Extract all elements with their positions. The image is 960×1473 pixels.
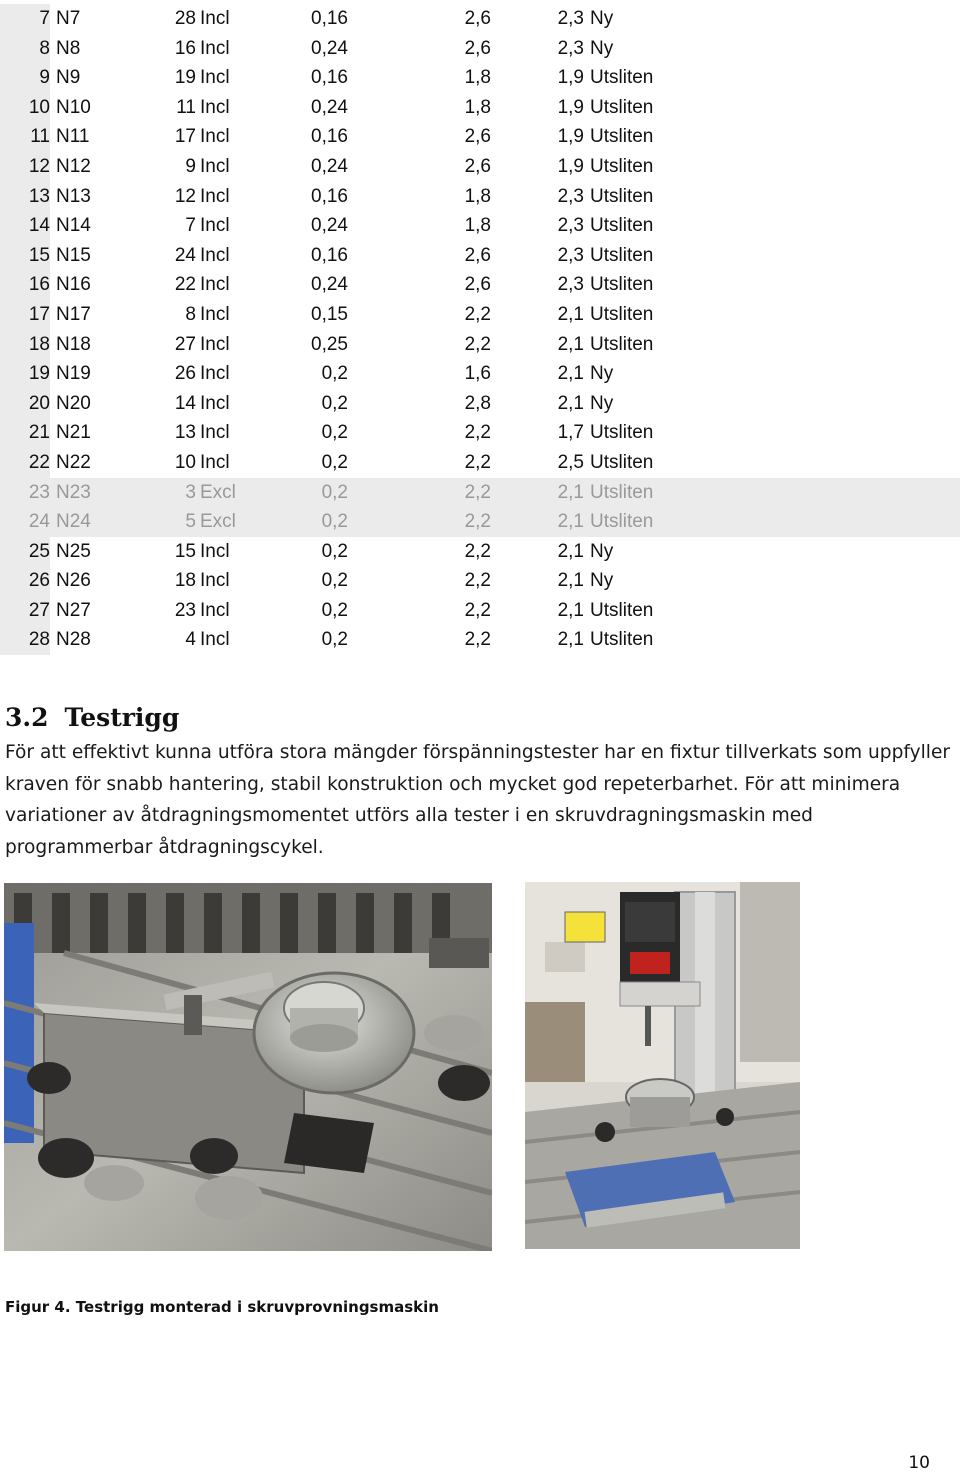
table-row [0, 300, 960, 330]
table-row [0, 359, 960, 389]
value-3: 2,3 [557, 274, 584, 296]
sample-number: 18 [174, 570, 196, 592]
value-1: 0,2 [321, 540, 348, 562]
value-2: 1,8 [464, 185, 491, 207]
sample-name: N20 [56, 392, 91, 414]
inclusion-flag: Incl [200, 96, 230, 118]
table-row [0, 478, 960, 508]
value-2: 2,2 [464, 570, 491, 592]
inclusion-flag: Incl [200, 363, 230, 385]
sample-name: N10 [56, 96, 91, 118]
condition-status: Utsliten [590, 333, 654, 355]
row-index: 27 [0, 596, 50, 626]
sample-number: 8 [185, 303, 196, 325]
condition-status: Ny [590, 8, 614, 29]
value-1: 0,24 [311, 155, 348, 177]
row-index: 9 [0, 63, 50, 93]
sample-number: 13 [174, 422, 196, 444]
value-2: 2,2 [464, 540, 491, 562]
sample-number: 14 [174, 392, 196, 414]
sample-name: N9 [56, 67, 81, 89]
inclusion-flag: Incl [200, 126, 230, 148]
condition-status: Utsliten [590, 185, 654, 207]
sample-number: 10 [174, 451, 196, 473]
caption-text: Testrigg monterad i skruvprovningsmaskin [75, 1298, 439, 1316]
sample-name: N12 [56, 155, 91, 177]
value-2: 2,8 [464, 392, 491, 414]
inclusion-flag: Incl [200, 67, 230, 89]
value-1: 0,2 [321, 422, 348, 444]
row-index: 10 [0, 93, 50, 123]
inclusion-flag: Incl [200, 540, 230, 562]
row-index: 11 [0, 122, 50, 152]
caption-label: Figur 4. [5, 1298, 71, 1316]
sample-name: N14 [56, 215, 91, 237]
sample-number: 9 [185, 155, 196, 177]
condition-status: Ny [590, 392, 614, 414]
sample-name: N21 [56, 422, 91, 444]
table-row [0, 93, 960, 123]
row-index: 23 [0, 478, 50, 508]
sample-name: N26 [56, 570, 91, 592]
value-3: 2,1 [557, 570, 584, 592]
sample-name: N23 [56, 481, 91, 503]
value-1: 0,15 [311, 303, 348, 325]
sample-name: N25 [56, 540, 91, 562]
sample-name: N28 [56, 629, 91, 651]
value-2: 2,2 [464, 511, 491, 533]
section-number: 3.2 [5, 703, 49, 732]
value-3: 2,1 [557, 333, 584, 355]
sample-name: N8 [56, 37, 81, 59]
value-1: 0,2 [321, 392, 348, 414]
inclusion-flag: Incl [200, 570, 230, 592]
table-row [0, 625, 960, 655]
condition-status: Ny [590, 37, 614, 59]
table-row [0, 182, 960, 212]
value-1: 0,24 [311, 37, 348, 59]
sample-number: 16 [174, 37, 196, 59]
value-3: 2,3 [557, 8, 584, 29]
row-index: 13 [0, 182, 50, 212]
sample-number: 22 [174, 274, 196, 296]
sample-name: N16 [56, 274, 91, 296]
value-1: 0,16 [311, 185, 348, 207]
value-2: 2,6 [464, 37, 491, 59]
inclusion-flag: Incl [200, 215, 230, 237]
machine-photo [525, 882, 800, 1249]
row-index: 15 [0, 241, 50, 271]
sample-name: N22 [56, 451, 91, 473]
sample-number: 11 [176, 96, 196, 118]
sample-number: 5 [185, 511, 196, 533]
sample-number: 23 [174, 599, 196, 621]
value-2: 1,8 [464, 215, 491, 237]
condition-status: Utsliten [590, 422, 654, 444]
data-table [0, 4, 960, 655]
value-2: 2,2 [464, 451, 491, 473]
inclusion-flag: Incl [200, 392, 230, 414]
row-index: 25 [0, 537, 50, 567]
sample-name: N15 [56, 244, 91, 266]
sample-number: 7 [185, 215, 196, 237]
value-1: 0,25 [311, 333, 348, 355]
condition-status: Ny [590, 540, 614, 562]
row-index: 16 [0, 270, 50, 300]
value-2: 2,2 [464, 422, 491, 444]
inclusion-flag: Incl [200, 155, 230, 177]
value-3: 2,5 [557, 451, 584, 473]
row-index: 8 [0, 34, 50, 64]
row-index: 17 [0, 300, 50, 330]
condition-status: Utsliten [590, 303, 654, 325]
condition-status: Utsliten [590, 599, 654, 621]
value-2: 2,2 [464, 481, 491, 503]
value-3: 1,9 [557, 67, 584, 89]
value-3: 1,9 [557, 96, 584, 118]
table-row [0, 152, 960, 182]
value-3: 2,1 [557, 599, 584, 621]
value-2: 2,6 [464, 244, 491, 266]
sample-number: 4 [185, 629, 196, 651]
table-row [0, 270, 960, 300]
sample-number: 12 [174, 185, 196, 207]
inclusion-flag: Incl [200, 244, 230, 266]
condition-status: Utsliten [590, 511, 654, 533]
row-index: 12 [0, 152, 50, 182]
sample-number: 27 [174, 333, 196, 355]
value-3: 1,9 [557, 155, 584, 177]
sample-name: N27 [56, 599, 91, 621]
inclusion-flag: Incl [200, 303, 230, 325]
inclusion-flag: Incl [200, 629, 230, 651]
value-1: 0,16 [311, 126, 348, 148]
value-1: 0,16 [311, 8, 348, 29]
sample-name: N13 [56, 185, 91, 207]
condition-status: Utsliten [590, 215, 654, 237]
row-index: 20 [0, 389, 50, 419]
value-1: 0,24 [311, 274, 348, 296]
sample-number: 28 [174, 8, 196, 29]
sample-name: N24 [56, 511, 91, 533]
section-title: Testrigg [64, 703, 180, 732]
table-row [0, 596, 960, 626]
value-3: 2,3 [557, 185, 584, 207]
value-3: 2,1 [557, 392, 584, 414]
fixture-photo [4, 883, 492, 1251]
table-row [0, 34, 960, 64]
table-row [0, 330, 960, 360]
value-1: 0,2 [321, 511, 348, 533]
value-1: 0,2 [321, 363, 348, 385]
sample-name: N11 [56, 126, 90, 148]
inclusion-flag: Incl [200, 185, 230, 207]
value-2: 2,6 [464, 8, 491, 29]
table-row [0, 418, 960, 448]
inclusion-flag: Incl [200, 8, 230, 29]
value-3: 2,1 [557, 303, 584, 325]
value-2: 1,8 [464, 67, 491, 89]
sample-number: 17 [174, 126, 196, 148]
value-2: 2,2 [464, 629, 491, 651]
table-row [0, 4, 960, 34]
condition-status: Utsliten [590, 481, 654, 503]
value-2: 1,6 [464, 363, 491, 385]
section-heading [5, 703, 179, 732]
value-3: 2,3 [557, 215, 584, 237]
inclusion-flag: Incl [200, 37, 230, 59]
condition-status: Utsliten [590, 629, 654, 651]
condition-status: Utsliten [590, 274, 654, 296]
value-1: 0,2 [321, 481, 348, 503]
sample-name: N17 [56, 303, 91, 325]
table-row [0, 122, 960, 152]
page-number: 10 [908, 1453, 930, 1473]
value-3: 1,7 [557, 422, 584, 444]
table-row [0, 63, 960, 93]
inclusion-flag: Incl [200, 422, 230, 444]
row-index: 18 [0, 330, 50, 360]
value-3: 2,1 [557, 540, 584, 562]
value-2: 2,2 [464, 599, 491, 621]
value-2: 2,6 [464, 126, 491, 148]
row-index: 28 [0, 625, 50, 655]
value-1: 0,2 [321, 570, 348, 592]
value-1: 0,2 [321, 629, 348, 651]
value-1: 0,16 [311, 244, 348, 266]
row-index: 22 [0, 448, 50, 478]
inclusion-flag: Excl [200, 481, 236, 503]
table-row [0, 448, 960, 478]
table-row [0, 211, 960, 241]
figure-caption [5, 1298, 439, 1316]
table-row [0, 507, 960, 537]
inclusion-flag: Incl [200, 333, 230, 355]
row-index: 21 [0, 418, 50, 448]
value-2: 2,6 [464, 274, 491, 296]
value-2: 2,6 [464, 155, 491, 177]
value-2: 2,2 [464, 303, 491, 325]
table-row [0, 241, 960, 271]
table-row [0, 566, 960, 596]
condition-status: Utsliten [590, 244, 654, 266]
value-3: 2,1 [557, 629, 584, 651]
value-3: 2,3 [557, 244, 584, 266]
inclusion-flag: Incl [200, 599, 230, 621]
condition-status: Utsliten [590, 126, 654, 148]
inclusion-flag: Excl [200, 511, 236, 533]
value-3: 2,3 [557, 37, 584, 59]
value-3: 2,1 [557, 481, 584, 503]
row-index: 14 [0, 211, 50, 241]
condition-status: Utsliten [590, 96, 654, 118]
value-1: 0,16 [311, 67, 348, 89]
value-1: 0,24 [311, 96, 348, 118]
value-3: 2,1 [557, 511, 584, 533]
value-3: 1,9 [557, 126, 584, 148]
inclusion-flag: Incl [200, 451, 230, 473]
value-2: 1,8 [464, 96, 491, 118]
value-3: 2,1 [557, 363, 584, 385]
sample-number: 26 [174, 363, 196, 385]
row-index: 24 [0, 507, 50, 537]
table-row [0, 537, 960, 567]
condition-status: Utsliten [590, 67, 654, 89]
value-2: 2,2 [464, 333, 491, 355]
row-index: 26 [0, 566, 50, 596]
value-1: 0,2 [321, 451, 348, 473]
condition-status: Utsliten [590, 451, 654, 473]
condition-status: Ny [590, 363, 614, 385]
condition-status: Ny [590, 570, 614, 592]
table-row [0, 389, 960, 419]
sample-number: 15 [174, 540, 196, 562]
row-index: 19 [0, 359, 50, 389]
sample-name: N7 [56, 8, 81, 29]
sample-number: 3 [185, 481, 196, 503]
section-paragraph: För att effektivt kunna utföra stora mängder förspänningstester har en fixtur tillverkats som uppfyller kraven för snabb hantering, stabil konstruktion och mycket god repeterbarhet. För att minimera variationer av åtdragningsmomentet utförs alla tester i en skruvdragningsmaskin med programmerbar åtdragningscykel. [5, 742, 951, 858]
sample-number: 24 [174, 244, 196, 266]
value-1: 0,24 [311, 215, 348, 237]
value-1: 0,2 [321, 599, 348, 621]
condition-status: Utsliten [590, 155, 654, 177]
inclusion-flag: Incl [200, 274, 230, 296]
sample-name: N18 [56, 333, 91, 355]
sample-name: N19 [56, 363, 91, 385]
sample-number: 19 [174, 67, 196, 89]
row-index: 7 [0, 4, 50, 34]
